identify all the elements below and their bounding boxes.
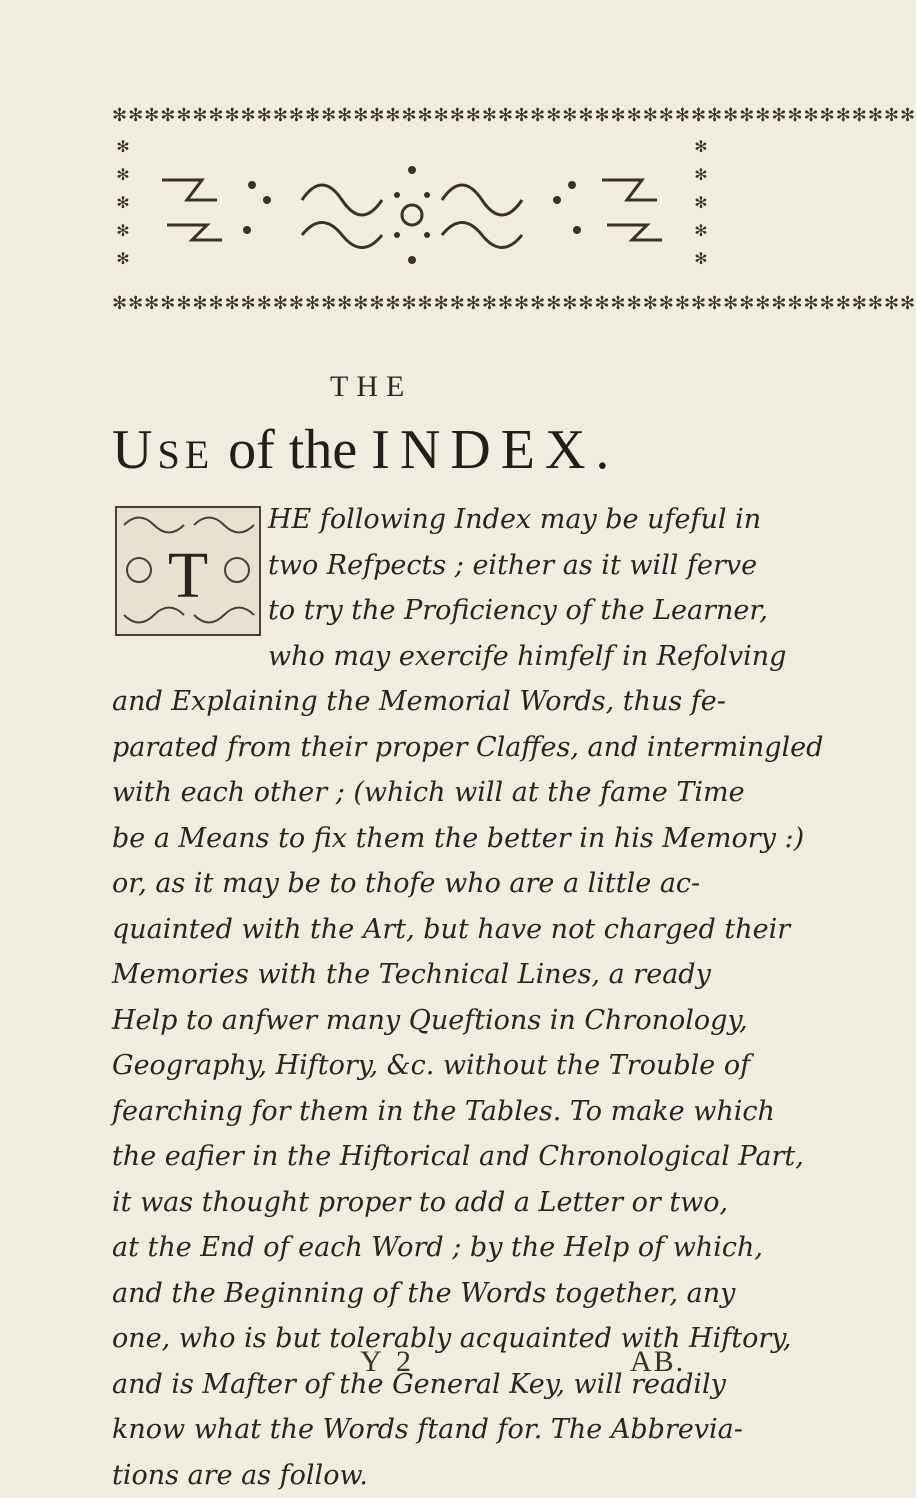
ornament-border-left: ✻ ✻ ✻ ✻ ✻ [112,133,134,283]
initial-letter: T [168,539,208,612]
catchword: AB. [630,1345,685,1385]
text-line: at the End of each Word ; by the Help of which, [112,1225,717,1271]
title-use: USE [112,419,214,481]
text-line: tions are as follow. [112,1453,717,1498]
heading-the: THE [330,370,412,404]
headpiece-ornament [112,105,712,315]
text-line: to try the Proficiency of the Learner, [112,588,717,634]
text-line: Geography, Hiftory, &c. without the Trouble of [112,1043,717,1089]
text-line: know what the Words ftand for. The Abbrevia- [112,1407,717,1453]
title-index: INDEX. [371,419,619,481]
floral-ornament-icon [142,140,682,280]
text-line: and Explaining the Memorial Words, thus fe- [112,679,717,725]
text-line: fearching for them in the Tables. To make which [112,1089,717,1135]
text-line: the eafier in the Hiftorical and Chronological Part, [112,1134,717,1180]
text-line: HE following Index may be ufeful in [112,497,717,543]
text-line: two Refpects ; either as it will ferve [112,543,717,589]
text-line: and is Mafter of the General Key, will readily [112,1362,717,1408]
ornament-border-bottom: ✻✻✻✻✻✻✻✻✻✻✻✻✻✻✻✻✻✻✻✻✻✻✻✻✻✻✻✻✻✻✻✻✻✻✻✻✻✻✻✻✻✻✻✻✻✻✻✻✻✻ [112,293,712,315]
text-line: one, who is but tolerably acquainted with Hiftory, [112,1316,717,1362]
text-line: with each other ; (which will at the fame Time [112,770,717,816]
text-line: parated from their proper Claffes, and intermingled [112,725,717,771]
text-line: or, as it may be to thofe who are a little ac- [112,861,717,907]
text-line: be a Means to fix them the better in his Memory :) [112,816,717,862]
ornament-border-right: ✻ ✻ ✻ ✻ ✻ [690,133,712,283]
text-line: and the Beginning of the Words together, any [112,1271,717,1317]
signature-mark: Y 2 [360,1345,415,1385]
text-line: Help to anfwer many Queftions in Chronology, [112,998,717,1044]
text-line: quainted with the Art, but have not charged their [112,907,717,953]
page-title [112,418,712,482]
title-of-the: of the [228,419,357,481]
text-line: it was thought proper to add a Letter or two, [112,1180,717,1226]
text-line: Memories with the Technical Lines, a ready [112,952,717,998]
text-line: who may exercife himfelf in Refolving [112,634,717,680]
ornament-border-top: ✻✻✻✻✻✻✻✻✻✻✻✻✻✻✻✻✻✻✻✻✻✻✻✻✻✻✻✻✻✻✻✻✻✻✻✻✻✻✻✻✻✻✻✻✻✻✻✻✻✻ [112,105,712,127]
